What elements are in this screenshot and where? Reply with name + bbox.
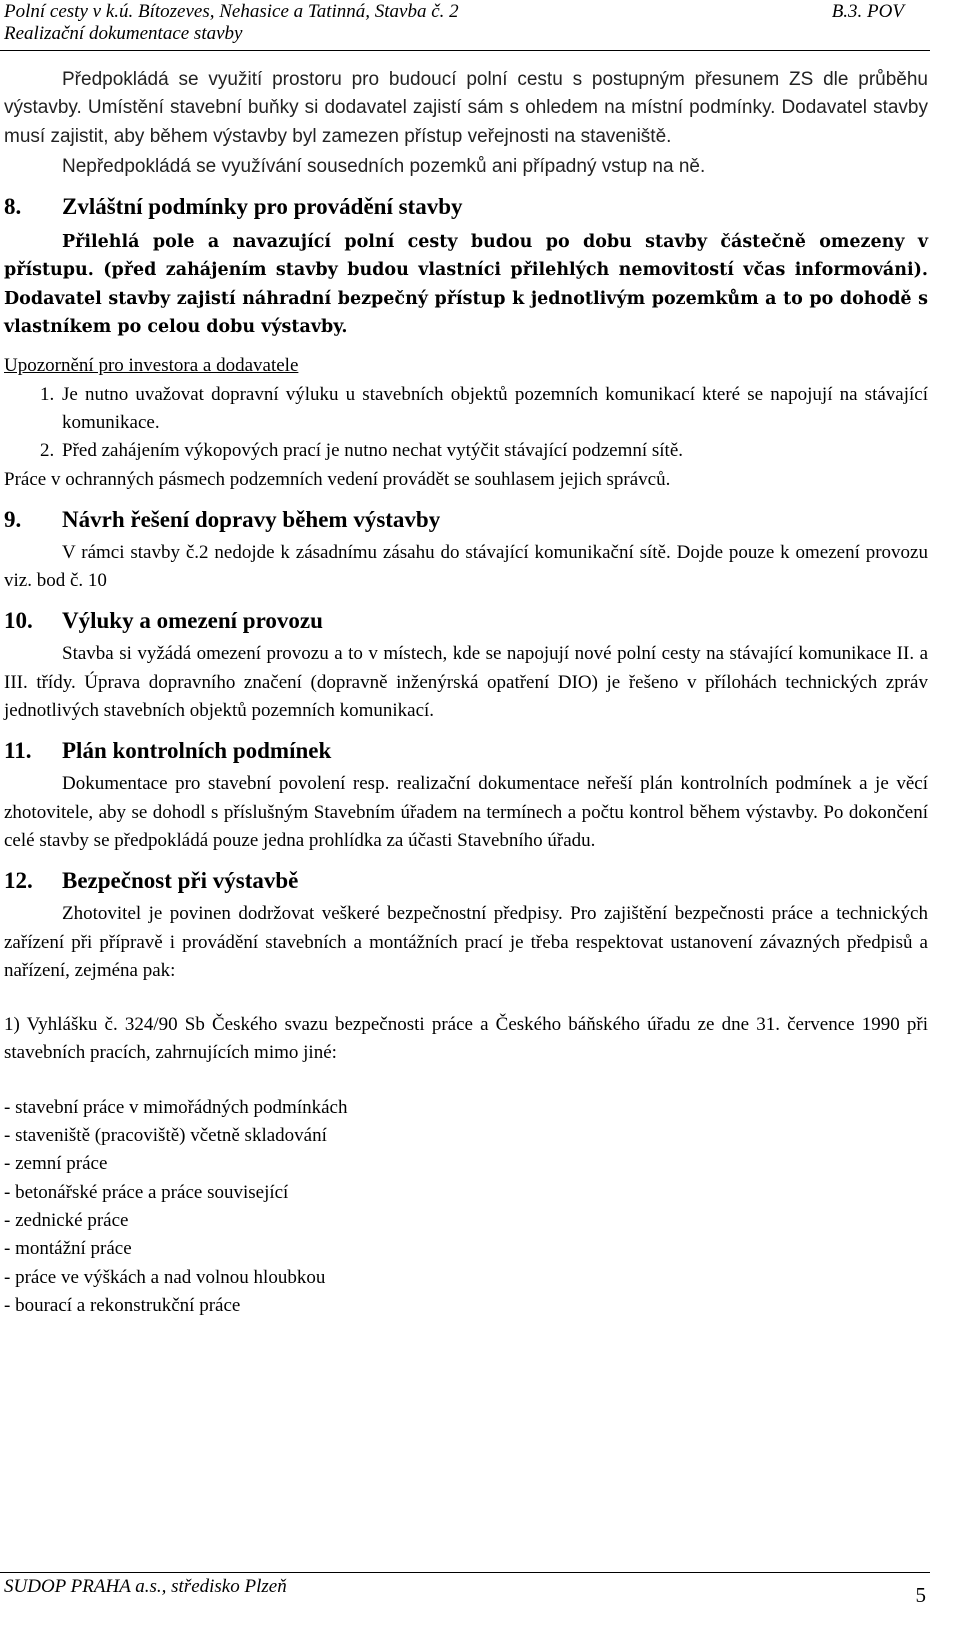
section-9-paragraph: V rámci stavby č.2 nedojde k zásadnímu zásahu do stávající komunikační sítě. Dojde pouze k omezení provozu viz. bod č. 10 bbox=[4, 541, 928, 592]
section-8-paragraph: Přilehlá pole a navazující polní cesty budou po dobu stavby částečně omezeny v přístupu. (před zahájením stavby budou vlastníci přilehlých nemovitostí včas informováni). Dodavatel stavby zajistí náhradní bezpečný přístup k jednotlivým pozemkům a to po dohodě s vlastníkem po celou dobu výstavby. bbox=[4, 232, 928, 338]
work-types-list bbox=[4, 1094, 928, 1320]
section-10-heading: 10. Výluky a omezení provozu bbox=[4, 608, 323, 634]
section-11-paragraph: Dokumentace pro stavební povolení resp. realizační dokumentace neřeší plán kontrolních podmínek a je věcí zhotovitele, aby se dohodl s příslušným Stavebním úřadem na termínech a počtu kontrol během výstavby. Po dokončení celé stavby se předpokládá pouze jedna prohlídka za účasti Stavebního úřadu. bbox=[4, 773, 928, 851]
list-item: - stavební práce v mimořádných podmínkách bbox=[4, 1096, 348, 1118]
notice-title: Upozornění pro investora a dodavatele bbox=[4, 355, 299, 377]
section-9-title: Návrh řešení dopravy během výstavby bbox=[62, 506, 441, 532]
list-item: 1. Je nutno uvažovat dopravní výluku u stavebních objektů pozemních komunikací které se napojují na stávající komunikace. bbox=[40, 383, 928, 433]
section-10-paragraph: Stavba si vyžádá omezení provozu a to v místech, kde se napojují nové polní cesty na stávající komunikace II. a III. třídy. Úprava dopravního značení (dopravně inženýrská opatření DIO) je řešeno v přílohách technických zpráv jednotlivých stavebních objektů pozemních komunikací. bbox=[4, 643, 928, 722]
page-number: 5 bbox=[915, 1583, 926, 1607]
document-code: B.3. POV bbox=[831, 1, 904, 22]
section-12-paragraph: Zhotovitel je povinen dodržovat veškeré bezpečnostní předpisy. Pro zajištění bezpečnosti práce a technických zařízení při přípravě i provádění stavebních a montážních prací je třeba respektovat ustanovení závazných předpisů a nařízení, zejména pak: bbox=[4, 903, 928, 981]
list-item: - betonářské práce a práce související bbox=[4, 1181, 289, 1203]
list-item: - práce ve výškách a nad volnou hloubkou bbox=[4, 1266, 326, 1288]
list-item: 2. Před zahájením výkopových prací je nutno nechat vytýčit stávající podzemní sítě. bbox=[40, 440, 684, 462]
section-10-title: Výluky a omezení provozu bbox=[62, 608, 323, 634]
section-11-heading: 11. Plán kontrolních podmínek bbox=[4, 738, 332, 764]
footer-company: SUDOP PRAHA a.s., středisko Plzeň bbox=[4, 1576, 287, 1597]
list-item: - bourací a rekonstrukční práce bbox=[4, 1294, 241, 1316]
page-footer bbox=[0, 1572, 930, 1625]
intro-paragraph: Předpokládá se využití prostoru pro budoucí polní cestu s postupným přesunem ZS dle průběhu výstavby. Umístění stavební buňky si dodavatel zajistí sám s ohledem na místní podmínky. Dodavatel stavby musí zajistit, aby během výstavby byl zamezen přístup veřejnosti na staveniště. bbox=[4, 69, 928, 147]
document-subtitle: Realizační dokumentace stavby bbox=[4, 23, 243, 44]
section-8-number: 8. bbox=[4, 194, 22, 220]
section-12-heading: 12. Bezpečnost při výstavbě bbox=[4, 868, 299, 894]
intro-note: Nepředpokládá se využívání sousedních pozemků ani případný vstup na ně. bbox=[62, 155, 706, 177]
notice-list bbox=[4, 381, 928, 466]
section-8-heading bbox=[4, 192, 928, 222]
list-item: - staveniště (pracoviště) včetně skladování bbox=[4, 1125, 327, 1147]
section-9-heading: 9. Návrh řešení dopravy během výstavby bbox=[4, 506, 441, 532]
section-11-title: Plán kontrolních podmínek bbox=[62, 738, 332, 764]
document-title: Polní cesty v k.ú. Bítozeves, Nehasice a Tatinná, Stavba č. 2 bbox=[4, 1, 459, 22]
section-12-title: Bezpečnost při výstavbě bbox=[62, 868, 299, 894]
list-item: - montážní práce bbox=[4, 1238, 132, 1260]
decree-paragraph: 1) Vyhlášku č. 324/90 Sb Českého svazu bezpečnosti práce a Českého báňského úřadu ze dne 31. července 1990 při stavebních pracích, zahrnujících mimo jiné: bbox=[4, 1014, 928, 1064]
list-item: - zemní práce bbox=[4, 1153, 108, 1175]
page-header bbox=[0, 0, 930, 51]
notice-closing: Práce v ochranných pásmech podzemních vedení provádět se souhlasem jejich správců. bbox=[4, 468, 671, 490]
section-8-title: Zvláštní podmínky pro provádění stavby bbox=[62, 194, 463, 220]
list-item: - zednické práce bbox=[4, 1209, 129, 1231]
page-content bbox=[4, 66, 928, 1320]
